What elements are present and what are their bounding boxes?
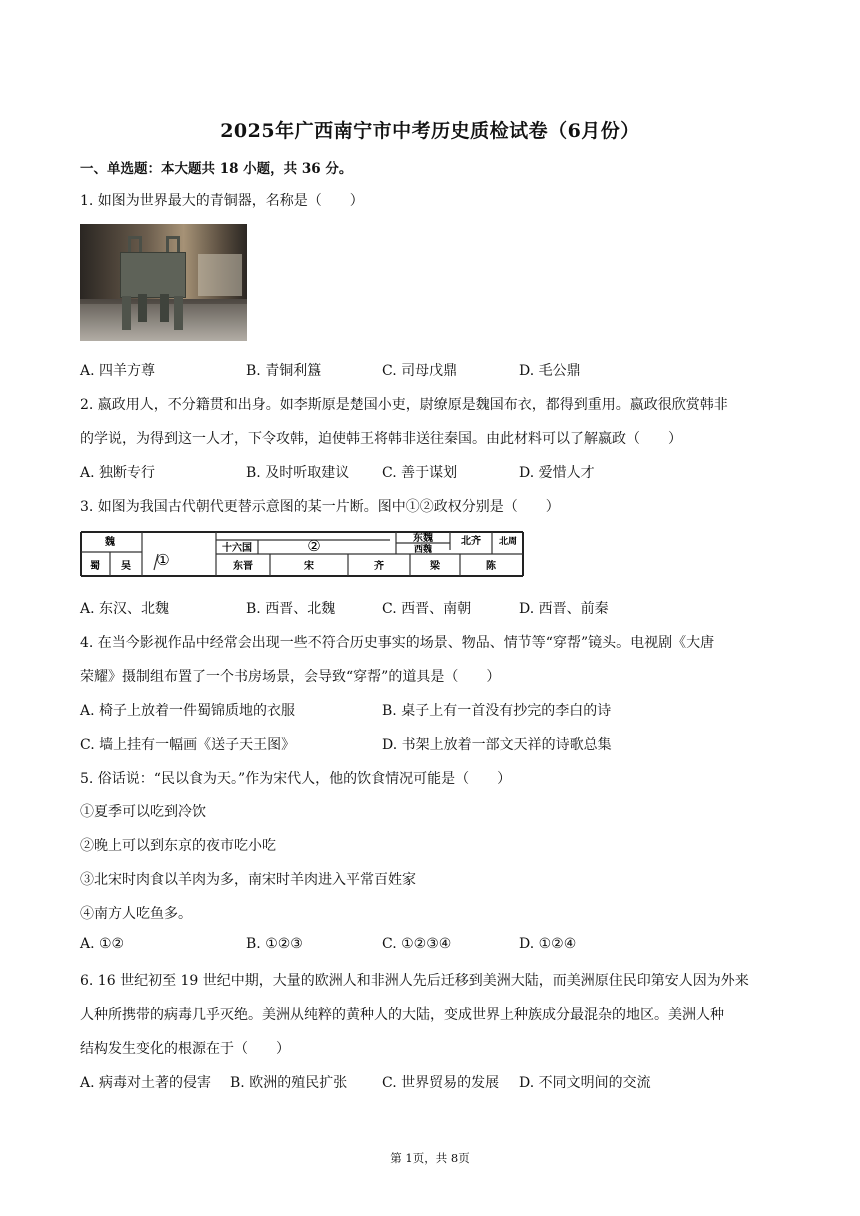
q4-option-c[interactable]: C. 墙上挂有一幅画《送子天王图》 xyxy=(80,737,296,753)
page-title: 2025年广西南宁市中考历史质检试卷（6月份） xyxy=(220,120,640,142)
chart-label-shu: 蜀 xyxy=(90,561,100,572)
q6-option-d[interactable]: D. 不同文明间的交流 xyxy=(519,1075,651,1091)
q3-option-a[interactable]: A. 东汉、北魏 xyxy=(80,601,170,617)
q2-stem-line2: 的学说，为得到这一人才，下令攻韩，迫使韩王将韩非送往秦国。由此材料可以了解嬴政（ ） xyxy=(80,431,682,447)
chart-label-wu: 吴 xyxy=(121,561,131,572)
q5-stem: 5. 俗话说：“民以食为天。”作为宋代人，他的饮食情况可能是（ ） xyxy=(80,771,512,787)
bronze-vessel-photo xyxy=(80,224,247,341)
section-heading: 一、单选题：本大题共 18 小题，共 36 分。 xyxy=(80,161,353,177)
q1-option-d[interactable]: D. 毛公鼎 xyxy=(519,363,581,379)
q4-option-b[interactable]: B. 桌子上有一首没有抄完的李白的诗 xyxy=(382,703,612,719)
q6-stem-line2: 人种所携带的病毒几乎灭绝。美洲从纯粹的黄种人的大陆，变成世界上种族成分最混杂的地区。美洲人种 xyxy=(80,1007,724,1023)
chart-label-shiliuguo: 十六国 xyxy=(222,543,252,554)
q1-option-c[interactable]: C. 司母戊鼎 xyxy=(382,363,458,379)
q6-option-b[interactable]: B. 欧洲的殖民扩张 xyxy=(230,1075,348,1091)
q1-option-b[interactable]: B. 青铜利簋 xyxy=(246,363,322,379)
q5-option-a[interactable]: A. ①② xyxy=(80,936,125,952)
q4-stem-line2: 荣耀》摄制组布置了一个书房场景，会导致“穿帮”的道具是（ ） xyxy=(80,669,501,685)
q2-option-a[interactable]: A. 独断专行 xyxy=(80,465,156,481)
chart-label-wei: 魏 xyxy=(105,537,115,548)
q6-option-a[interactable]: A. 病毒对土著的侵害 xyxy=(80,1075,212,1091)
q2-option-d[interactable]: D. 爱惜人才 xyxy=(519,465,595,481)
q5-item-1: ①夏季可以吃到冷饮 xyxy=(80,804,206,820)
q6-option-c[interactable]: C. 世界贸易的发展 xyxy=(382,1075,500,1091)
q4-option-d[interactable]: D. 书架上放着一部文天祥的诗歌总集 xyxy=(382,737,612,753)
q5-option-d[interactable]: D. ①②④ xyxy=(519,936,577,952)
q5-option-c[interactable]: C. ①②③④ xyxy=(382,936,452,952)
chart-label-chen: 陈 xyxy=(486,561,496,572)
q3-option-d[interactable]: D. 西晋、前秦 xyxy=(519,601,609,617)
chart-label-beizhou: 北周 xyxy=(498,537,518,547)
q6-stem-line3: 结构发生变化的根源在于（ ） xyxy=(80,1041,290,1057)
chart-label-dongwei: 东魏 xyxy=(413,533,433,544)
dynasty-chart xyxy=(80,530,524,578)
q4-stem-line1: 4. 在当今影视作品中经常会出现一些不符合历史事实的场景、物品、情节等“穿帮”镜头。电视剧《大唐 xyxy=(80,635,715,651)
q5-item-2: ②晚上可以到东京的夜市吃小吃 xyxy=(80,838,276,854)
q5-option-b[interactable]: B. ①②③ xyxy=(246,936,303,952)
chart-marker-1: ① xyxy=(156,551,170,569)
q5-item-3: ③北宋时肉食以羊肉为多，南宋时羊肉进入平常百姓家 xyxy=(80,872,416,888)
q1-option-a[interactable]: A. 四羊方尊 xyxy=(80,363,156,379)
chart-marker-2: ② xyxy=(307,537,321,555)
chart-label-beiqi: 北齐 xyxy=(461,536,481,547)
q3-option-c[interactable]: C. 西晋、南朝 xyxy=(382,601,472,617)
q2-stem-line1: 2. 嬴政用人，不分籍贯和出身。如李斯原是楚国小吏，尉缭原是魏国布衣，都得到重用。嬴政很欣赏韩非 xyxy=(80,397,728,413)
q3-stem: 3. 如图为我国古代朝代更替示意图的某一片断。图中①②政权分别是（ ） xyxy=(80,499,560,515)
q2-option-b[interactable]: B. 及时听取建议 xyxy=(246,465,350,481)
chart-label-qi: 齐 xyxy=(374,561,384,572)
q3-option-b[interactable]: B. 西晋、北魏 xyxy=(246,601,336,617)
q5-item-4: ④南方人吃鱼多。 xyxy=(80,906,192,922)
q2-option-c[interactable]: C. 善于谋划 xyxy=(382,465,458,481)
q4-option-a[interactable]: A. 椅子上放着一件蜀锦质地的衣服 xyxy=(80,703,296,719)
chart-label-dongjin: 东晋 xyxy=(233,561,253,572)
chart-label-xiwei: 西魏 xyxy=(413,545,433,555)
q6-stem-line1: 6. 16 世纪初至 19 世纪中期，大量的欧洲人和非洲人先后迁移到美洲大陆，而美洲原住民印第安人因为外来 xyxy=(80,973,749,989)
q1-stem: 1. 如图为世界最大的青铜器，名称是（ ） xyxy=(80,193,364,209)
chart-label-song: 宋 xyxy=(304,561,314,572)
page-footer: 第 1页，共 8页 xyxy=(390,1151,470,1165)
chart-label-liang: 梁 xyxy=(430,561,440,572)
